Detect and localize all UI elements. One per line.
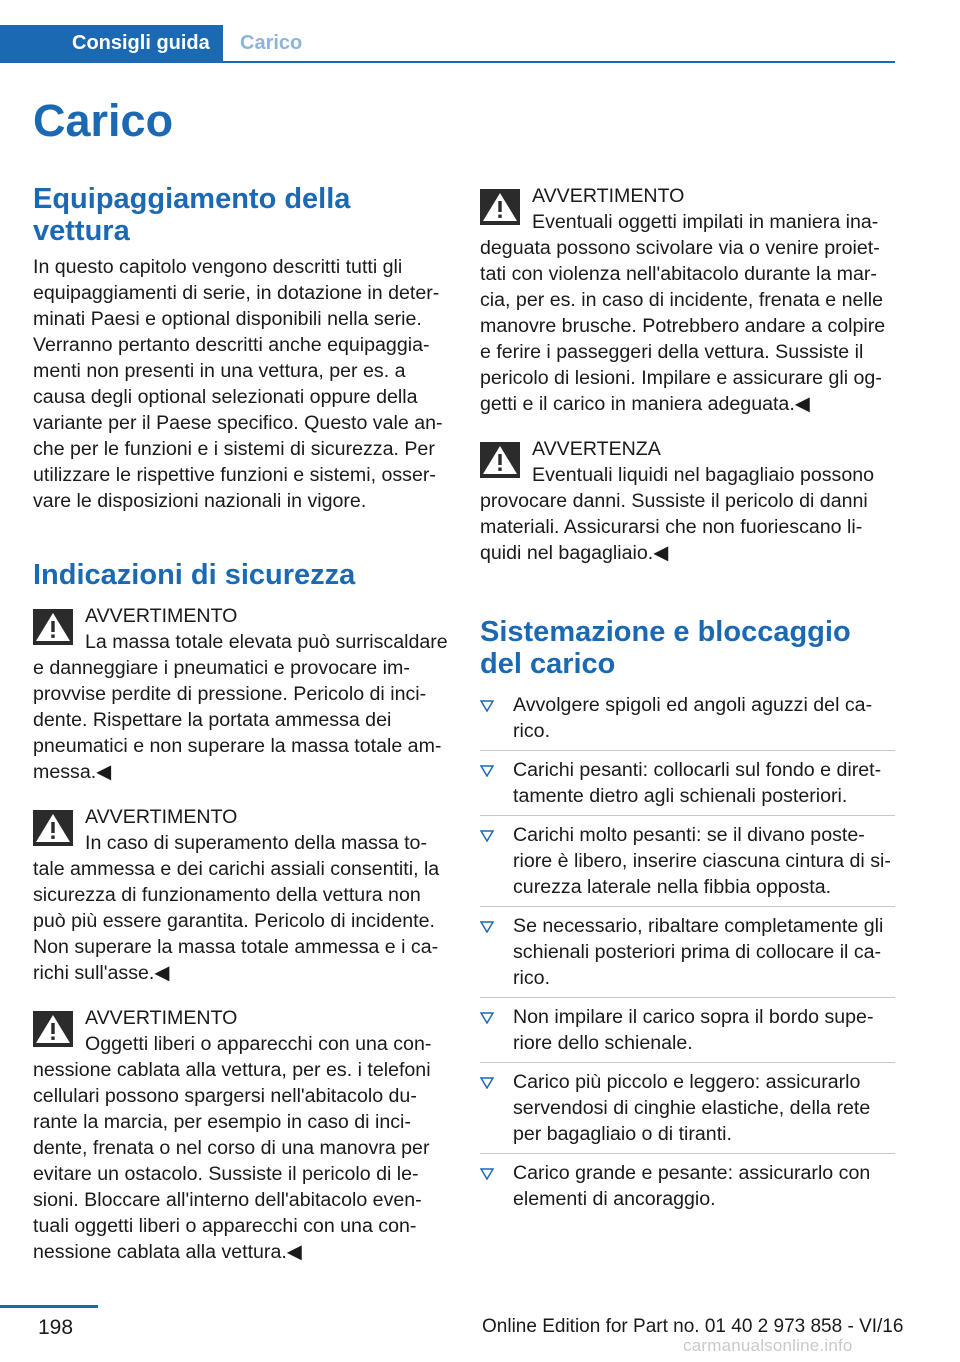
warning-triangle-icon xyxy=(33,810,73,846)
header-bar xyxy=(0,25,895,63)
warning-text-first-line: Eventuali oggetti impilati in maniera ina- xyxy=(532,211,879,233)
warning-triangle-icon xyxy=(33,1011,73,1047)
warning-triangle-icon xyxy=(33,609,73,645)
warning-title: AVVERTIMENTO xyxy=(85,1007,238,1029)
warning-text: tale ammessa e dei carichi assiali consentiti, la sicurezza di funzionamento della vettura non può più essere garantita. Pericolo di incidente. Non superare la massa totale ammessa e i carichi sull'asse.◀ xyxy=(33,858,440,984)
warning-block xyxy=(33,1005,448,1265)
warning-text-first-line: In caso di superamento della massa to- xyxy=(85,832,427,854)
list-item xyxy=(480,686,895,751)
warning-block xyxy=(480,436,895,566)
warning-text: e danneggiare i pneumatici e provocare improvvise perdite di pressione. Pericolo di incidente. Rispettare la portata ammessa dei pneumatici e non superare la massa totale ammessa.◀ xyxy=(33,657,442,783)
triangle-bullet-icon xyxy=(480,1168,494,1180)
footer-divider xyxy=(0,1305,98,1308)
warning-text-first-line: Oggetti liberi o apparecchi con una con- xyxy=(85,1033,432,1055)
warning-text: provocare danni. Sussiste il pericolo di danni materiali. Assicurarsi che non fuoriescano liquidi nel bagagliaio.◀ xyxy=(480,490,868,564)
triangle-bullet-icon xyxy=(480,921,494,933)
right-column xyxy=(480,183,895,1218)
bullet-list xyxy=(480,686,895,1218)
warning-triangle-icon xyxy=(480,189,520,225)
warning-title: AVVERTIMENTO xyxy=(532,185,685,207)
list-item xyxy=(480,751,895,816)
list-item xyxy=(480,998,895,1063)
warning-text-first-line: Eventuali liquidi nel bagagliaio possono xyxy=(532,464,875,486)
list-item xyxy=(480,1154,895,1218)
section-heading-equipaggiamento: Equipaggiamento della vettura xyxy=(33,183,351,247)
section-heading-sistemazione: Sistemazione e bloccaggio del carico xyxy=(480,616,851,680)
list-item-text: Carico grande e pesante: assicurarlo con elementi di ancoraggio. xyxy=(513,1162,871,1210)
list-item-text: Carico più piccolo e leggero: assicurarlo servendosi di cinghie elastiche, della rete per bagagliaio o di tiranti. xyxy=(513,1071,871,1145)
section-body-equipaggiamento: In questo capitolo vengono descritti tutti gli equipaggiamenti di serie, in dotazione in determinati Paesi e optional disponibili nella serie. Verranno pertanto descritti anche equipaggiamenti non presenti in una vettura, per es. a causa degli optional selezionati oppure della variante per il Paese specifico. Questo vale anche per le funzioni e i sistemi di sicurezza. Per utilizzare le rispettive funzioni e sistemi, osservare le disposizioni nazionali in vigore. xyxy=(33,256,443,512)
section-heading-sicurezza: Indicazioni di sicurezza xyxy=(33,559,356,591)
warning-title: AVVERTENZA xyxy=(532,438,661,460)
left-column xyxy=(33,183,448,1265)
warning-title: AVVERTIMENTO xyxy=(85,605,238,627)
triangle-bullet-icon xyxy=(480,765,494,777)
warning-block xyxy=(33,603,448,785)
footer-edition: Online Edition for Part no. 01 40 2 973 858 - VI/16 xyxy=(482,1316,904,1337)
warning-block xyxy=(33,804,448,986)
triangle-bullet-icon xyxy=(480,1012,494,1024)
page-title: Carico xyxy=(33,95,174,146)
watermark: carmanualsonline.info xyxy=(683,1336,853,1355)
triangle-bullet-icon xyxy=(480,700,494,712)
warning-text: deguata possono scivolare via o venire proiettati con violenza nell'abitacolo durante la marcia, per es. in caso di incidente, frenata e nelle manovre brusche. Potrebbero andare a colpire e ferire i passeggeri della vettura. Sussiste il pericolo di lesioni. Impilare e assicurare gli oggetti e il carico in maniera adeguata.◀ xyxy=(480,237,886,415)
list-item xyxy=(480,1063,895,1154)
triangle-bullet-icon xyxy=(480,1077,494,1089)
list-item-text: Se necessario, ribaltare completamente gli schienali posteriori prima di collocare il carico. xyxy=(513,915,884,989)
list-item xyxy=(480,907,895,998)
warning-text-first-line: La massa totale elevata può surriscaldare xyxy=(85,631,448,653)
warning-text: nessione cablata alla vettura, per es. i telefoni cellulari possono spargersi nell'abitacolo durante la marcia, per esempio in caso di incidente, frenata o nel corso di una manovra per evitare un ostacolo. Sussiste il pericolo di lesioni. Bloccare all'interno dell'abitacolo eventuali oggetti liberi o apparecchi con una connessione cablata alla vettura.◀ xyxy=(33,1059,431,1263)
list-item-text: Carichi molto pesanti: se il divano posteriore è libero, inserire ciascuna cintura di sicurezza laterale nella fibbia opposta. xyxy=(513,824,891,898)
triangle-bullet-icon xyxy=(480,830,494,842)
warning-title: AVVERTIMENTO xyxy=(85,806,238,828)
tab-carico[interactable]: Carico xyxy=(240,32,303,54)
list-item-text: Non impilare il carico sopra il bordo superiore dello schienale. xyxy=(513,1006,874,1054)
list-item-text: Carichi pesanti: collocarli sul fondo e direttamente dietro agli schienali posteriori. xyxy=(513,759,882,807)
list-item-text: Avvolgere spigoli ed angoli aguzzi del carico. xyxy=(513,694,873,742)
list-item xyxy=(480,816,895,907)
tab-consigli-guida[interactable]: Consigli guida xyxy=(0,25,223,61)
warning-triangle-icon xyxy=(480,442,520,478)
warning-block xyxy=(480,183,895,417)
page-number: 198 xyxy=(38,1316,74,1339)
